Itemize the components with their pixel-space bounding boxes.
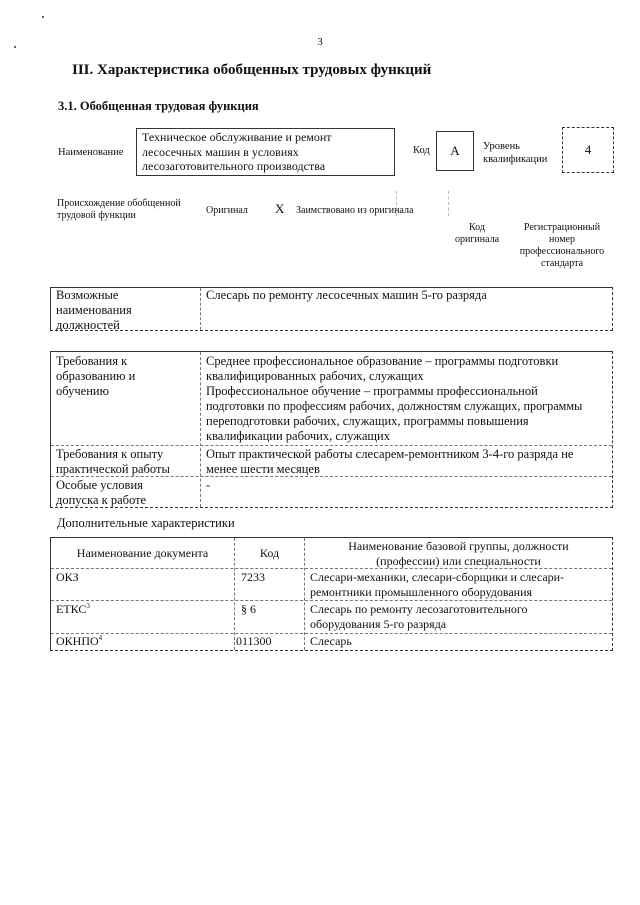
education-value-line: квалифицированных рабочих, служащих <box>206 369 424 383</box>
borrowed-label: Заимствовано из оригинала <box>296 205 414 216</box>
special-conditions-label-line: допуска к работе <box>56 493 147 507</box>
job-titles-label-line: Возможные <box>56 288 119 302</box>
experience-value-line: менее шести месяцев <box>206 462 320 476</box>
additional-title: Дополнительные характеристики <box>57 516 235 530</box>
scan-speck <box>42 16 44 18</box>
header-code: Код <box>259 546 280 560</box>
special-conditions-label-line: Особые условия <box>56 478 143 492</box>
level-value: 4 <box>562 127 614 173</box>
reg-number-line: номер <box>549 234 575 245</box>
job-titles-label <box>56 288 196 333</box>
footnote-mark: 3 <box>86 602 90 610</box>
row-code: 7233 <box>241 570 265 584</box>
education-label-line: образованию и <box>56 369 136 383</box>
education-value-line: квалификации рабочих, служащих <box>206 429 390 443</box>
education-value-line: Профессиональное обучение – программы профессиональной <box>206 384 538 398</box>
row-divider <box>51 568 612 569</box>
level-label-line: квалификации <box>483 154 548 165</box>
subsection-title: 3.1. Обобщенная трудовая функция <box>58 99 259 113</box>
function-name-line: лесосечных машин в условиях <box>142 144 299 159</box>
job-titles-label-line: наименования <box>56 303 132 317</box>
additional-table <box>50 537 613 651</box>
education-label <box>56 354 196 399</box>
row-code: § 6 <box>241 602 256 616</box>
education-label-line: обучению <box>56 384 109 398</box>
education-value-line: Среднее профессиональное образование – программы подготовки <box>206 354 559 368</box>
row-divider <box>51 476 612 477</box>
special-conditions-value: - <box>206 478 211 492</box>
row-name: Слесарь <box>310 634 352 648</box>
section-title: III. Характеристика обобщенных трудовых функций <box>72 62 432 78</box>
page-number: 3 <box>317 36 323 48</box>
row-name-line: оборудования 5-го разряда <box>310 616 447 631</box>
experience-value <box>206 447 610 477</box>
row-name <box>310 602 527 631</box>
row-name-line: Слесарь по ремонту лесозаготовительного <box>310 602 528 616</box>
original-mark: Х <box>275 201 285 216</box>
divider <box>200 288 201 330</box>
level-label-line: Уровень <box>483 141 520 152</box>
experience-label <box>56 447 196 477</box>
education-value <box>206 354 610 444</box>
code-label: Код <box>413 145 430 156</box>
job-titles-value: Слесарь по ремонту лесосечных машин 5-го разряда <box>206 288 487 302</box>
header-name-line: Наименование базовой группы, должности <box>348 539 569 553</box>
experience-value-line: Опыт практической работы слесарем-ремонтником 3-4-го разряда не <box>206 447 574 461</box>
education-label-line: Требования к <box>56 354 128 368</box>
row-doc-text: ОКНПО <box>56 634 99 648</box>
header-name <box>305 539 612 568</box>
reg-number-line: Регистрационный <box>523 222 601 233</box>
experience-label-line: практической работы <box>56 462 170 476</box>
origin-label-line: трудовой функции <box>57 210 136 221</box>
job-titles-table <box>50 287 613 331</box>
divider <box>448 191 449 216</box>
level-label <box>483 140 547 166</box>
code-value: А <box>436 131 474 171</box>
code-original-label <box>447 222 507 246</box>
row-name-line: Слесари-механики, слесари-сборщики и слесари- <box>310 570 565 584</box>
education-value-line: подготовки по профессиям рабочих, должностям служащих, программы <box>206 399 583 413</box>
header-doc: Наименование документа <box>76 546 209 560</box>
code-original-line: оригинала <box>454 234 500 245</box>
row-doc <box>56 602 90 617</box>
origin-label-line: Происхождение обобщенной <box>57 198 181 209</box>
function-name-line: Техническое обслуживание и ремонт <box>142 130 332 144</box>
function-name-line: лесозаготовительного производства <box>142 159 326 173</box>
origin-label <box>57 198 181 222</box>
row-doc: ОКЗ <box>56 570 79 584</box>
row-doc <box>56 634 102 649</box>
footnote-mark: 4 <box>98 634 103 642</box>
requirements-table <box>50 351 613 508</box>
row-divider <box>51 445 612 446</box>
reg-number-line: профессионального <box>519 246 605 257</box>
row-name-line: ремонтники промышленного оборудования <box>310 584 533 599</box>
education-value-line: переподготовки рабочих, служащих, программы повышения <box>206 414 529 428</box>
reg-number-line: стандарта <box>540 258 584 269</box>
special-conditions-label <box>56 478 196 508</box>
original-label: Оригинал <box>206 205 248 216</box>
header-name-line: (профессии) или специальности <box>376 553 541 568</box>
experience-label-line: Требования к опыту <box>56 447 164 461</box>
function-name-box <box>136 128 395 176</box>
name-label: Наименование <box>58 147 124 158</box>
row-code: 011300 <box>236 634 272 648</box>
reg-number-label <box>512 222 612 270</box>
scan-speck <box>14 46 16 48</box>
code-original-line: Код <box>469 222 485 233</box>
row-divider <box>51 600 612 601</box>
row-name <box>310 570 564 599</box>
job-titles-label-line: должностей <box>56 318 120 332</box>
row-doc-text: ЕТКС <box>56 602 87 616</box>
divider <box>396 191 397 216</box>
divider <box>200 352 201 507</box>
